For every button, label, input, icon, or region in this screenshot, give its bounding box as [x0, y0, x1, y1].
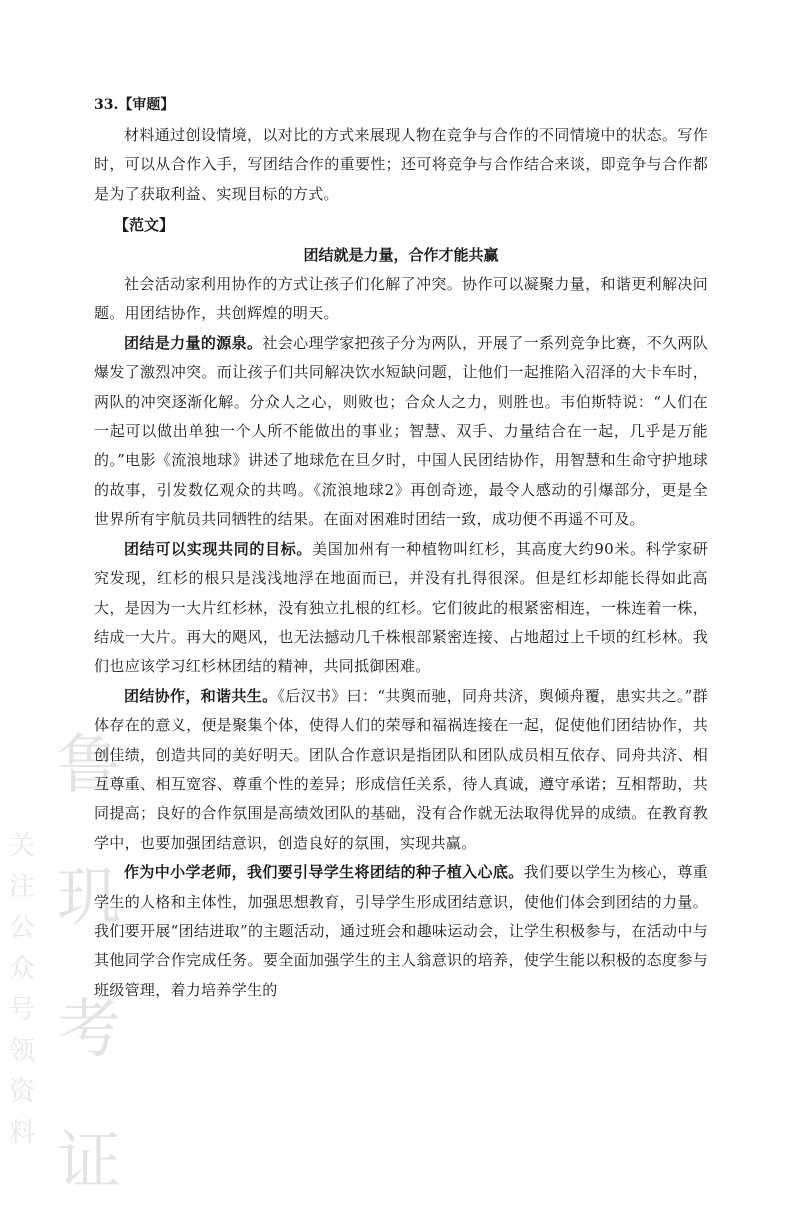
paragraph-lead: 作为中小学老师，我们要引导学生将团结的种子植入心底。 [124, 863, 524, 882]
essay-paragraph-3 [94, 682, 708, 858]
watermark-brand-text: 鲁 玑 考 证 [57, 729, 121, 1199]
essay-section-label: 【范文】 [114, 216, 175, 235]
paragraph-body: 我们要以学生为核心，尊重学生的人格和主体性，加强思想教育，引导学生形成团结意识，使他们体会到团结的力量。我们要开展“团结进取”的主题活动，通过班会和趣味运动会，让学生积极参与，在活动中与其他同学合作完成任务。要全面加强学生的主人翁意识的培养，使学生能以积极的态度参与班级管理，着力培养学生的 [94, 863, 708, 999]
essay-title: 团结就是力量，合作才能共赢 [303, 245, 499, 264]
paragraph-body: 美国加州有一种植物叫红杉，其高度大约90米。科学家研究发现，红杉的根只是浅浅地浮在地面而已，并没有扎得很深。但是红杉却能长得如此高大，是因为一大片红杉林，没有独立扎根的红杉。它们彼此的根紧密相连，一株连着一株，结成一大片。再大的飓风，也无法撼动几千株根部紧密连接、占地超过上千顷的红杉林。我们也应该学习红杉林团结的精神，共同抵御困难。 [94, 539, 708, 676]
essay-paragraph-4 [94, 858, 708, 1005]
paragraph-lead: 团结是力量的源泉。 [124, 333, 263, 352]
watermark-notice [4, 826, 40, 1154]
question-label: 33.【审题】 [94, 97, 175, 113]
watermark-notice-text: 关 注 公 众 号 领 资 料 [8, 831, 35, 1148]
essay-paragraph-2 [94, 535, 708, 682]
paragraph-body: 《后汉书》曰：“共舆而驰，同舟共济，舆倾舟覆，患实共之。”群体存在的意义，便是聚集个体，使得人们的荣辱和福祸连接在一起，促使他们团结协作，共创佳绩，创造共同的美好明天。团队合作意识是指团队和团队成员相互依存、同舟共济、相互尊重、相互宽容、尊重个性的差异；形成信任关系，待人真诚，遵守承诺；互相帮助，共同提高；良好的合作氛围是高绩效团队的基础，没有合作就无法取得优异的成绩。在教育教学中，也要加强团结意识，创造良好的氛围，实现共赢。 [94, 686, 708, 852]
essay-paragraph-1 [94, 329, 708, 535]
document-content [94, 93, 708, 1005]
essay-intro: 社会活动家利用协作的方式让孩子们化解了冲突。协作可以凝聚力量，和谐更利解决问题。用团结协作，共创辉煌的明天。 [94, 275, 708, 323]
paragraph-lead: 团结协作，和谐共生。 [124, 686, 278, 705]
paragraph-body: 社会心理学家把孩子分为两队，开展了一系列竞争比赛，不久两队爆发了激烈冲突。而让孩子们共同解决饮水短缺问题，让他们一起推陷入沼泽的大卡车时，两队的冲突逐渐化解。分众人之心，则败也；合众人之力，则胜也。韦伯斯特说：“人们在一起可以做出单独一个人所不能做出的事业；智慧、双手、力量结合在一起，几乎是万能的。”电影《流浪地球》讲述了地球危在旦夕时，中国人民团结协作，用智慧和生命守护地球的故事，引发数亿观众的共鸣。《流浪地球2》再创奇迹，最令人感动的引爆部分，更是全世界所有宇航员共同牺牲的结果。在面对困难时团结一致，成功便不再遥不可及。 [94, 333, 709, 529]
analysis-paragraph: 材料通过创设情境，以对比的方式来展现人物在竞争与合作的不同情境中的状态。写作时，可以从合作入手，写团结合作的重要性；还可将竞争与合作结合来谈，即竞争与合作都是为了获取利益、实现目标的方式。 [94, 126, 708, 203]
paragraph-lead: 团结可以实现共同的目标。 [124, 539, 313, 558]
